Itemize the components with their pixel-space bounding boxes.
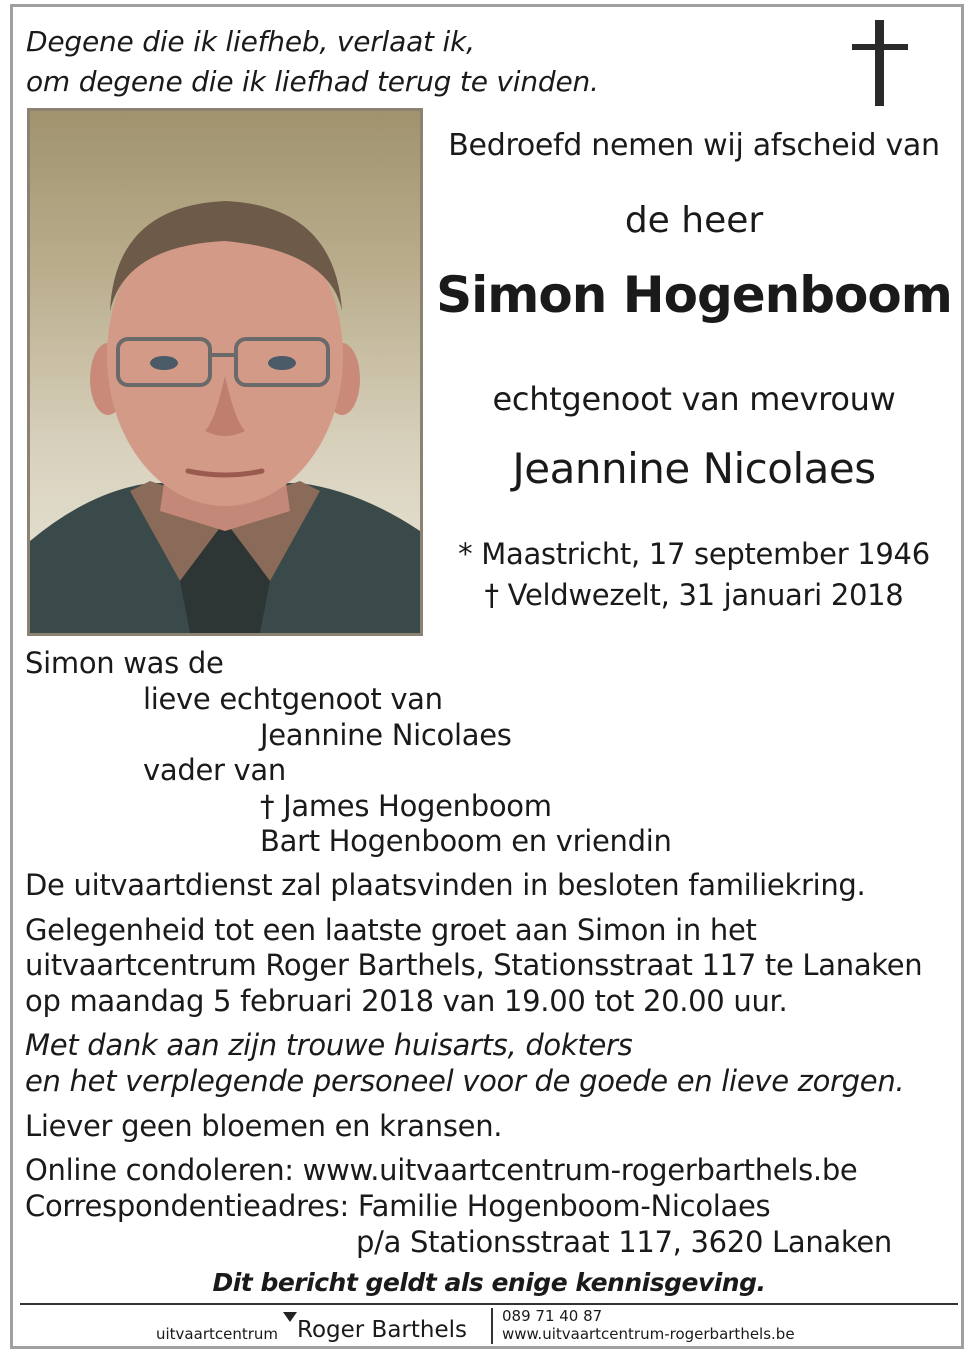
footer-prefix: uitvaartcentrum: [156, 1325, 279, 1343]
cross-icon: [852, 20, 908, 106]
triangle-icon: [283, 1312, 297, 1322]
spouse-label: echtgenoot van mevrouw: [492, 380, 896, 418]
portrait-photo: [27, 108, 423, 636]
notice-text: Dit bericht geldt als enige kennisgeving.: [212, 1268, 766, 1297]
family-role-father: vader van: [143, 753, 286, 787]
visitation-line-3: op maandag 5 februari 2018 van 19.00 tot 20.00 uur.: [25, 984, 788, 1018]
service-text: De uitvaartdienst zal plaatsvinden in besloten familiekring.: [25, 868, 866, 902]
honorific: de heer: [624, 200, 764, 241]
deceased-name: Simon Hogenboom: [436, 266, 952, 324]
family-spouse-name: Jeannine Nicolaes: [260, 718, 512, 752]
footer-separator: [491, 1308, 493, 1344]
visitation-line-2: uitvaartcentrum Roger Barthels, Stationsstraat 117 te Lanaken: [25, 948, 923, 982]
family-role-spouse: lieve echtgenoot van: [143, 682, 443, 716]
family-child-2: Bart Hogenboom en vriendin: [260, 824, 672, 858]
death-line: † Veldwezelt, 31 januari 2018: [484, 578, 904, 612]
address-line-1: Correspondentieadres: Familie Hogenboom-Nicolaes: [25, 1189, 771, 1223]
footer-brand: Roger Barthels: [297, 1317, 467, 1343]
flowers-text: Liever geen bloemen en kransen.: [25, 1109, 503, 1143]
visitation-line-1: Gelegenheid tot een laatste groet aan Simon in het: [25, 913, 757, 947]
quote-line-2: om degene die ik liefhad terug te vinden.: [26, 65, 599, 98]
birth-line: * Maastricht, 17 september 1946: [458, 537, 930, 571]
footer-phone: 089 71 40 87: [502, 1307, 603, 1325]
thanks-line-1: Met dank aan zijn trouwe huisarts, dokters: [25, 1028, 633, 1062]
intro-text: Bedroefd nemen wij afscheid van: [448, 128, 940, 163]
family-intro: Simon was de: [25, 646, 224, 680]
family-child-1: † James Hogenboom: [260, 789, 552, 823]
footer-divider: [20, 1303, 958, 1305]
spouse-name: Jeannine Nicolaes: [512, 444, 876, 493]
quote-line-1: Degene die ik liefheb, verlaat ik,: [26, 25, 475, 58]
condolence-text: Online condoleren: www.uitvaartcentrum-rogerbarthels.be: [25, 1153, 858, 1187]
address-line-2: p/a Stationsstraat 117, 3620 Lanaken: [356, 1225, 892, 1259]
thanks-line-2: en het verplegende personeel voor de goede en lieve zorgen.: [25, 1064, 905, 1098]
footer-website: www.uitvaartcentrum-rogerbarthels.be: [502, 1325, 795, 1343]
